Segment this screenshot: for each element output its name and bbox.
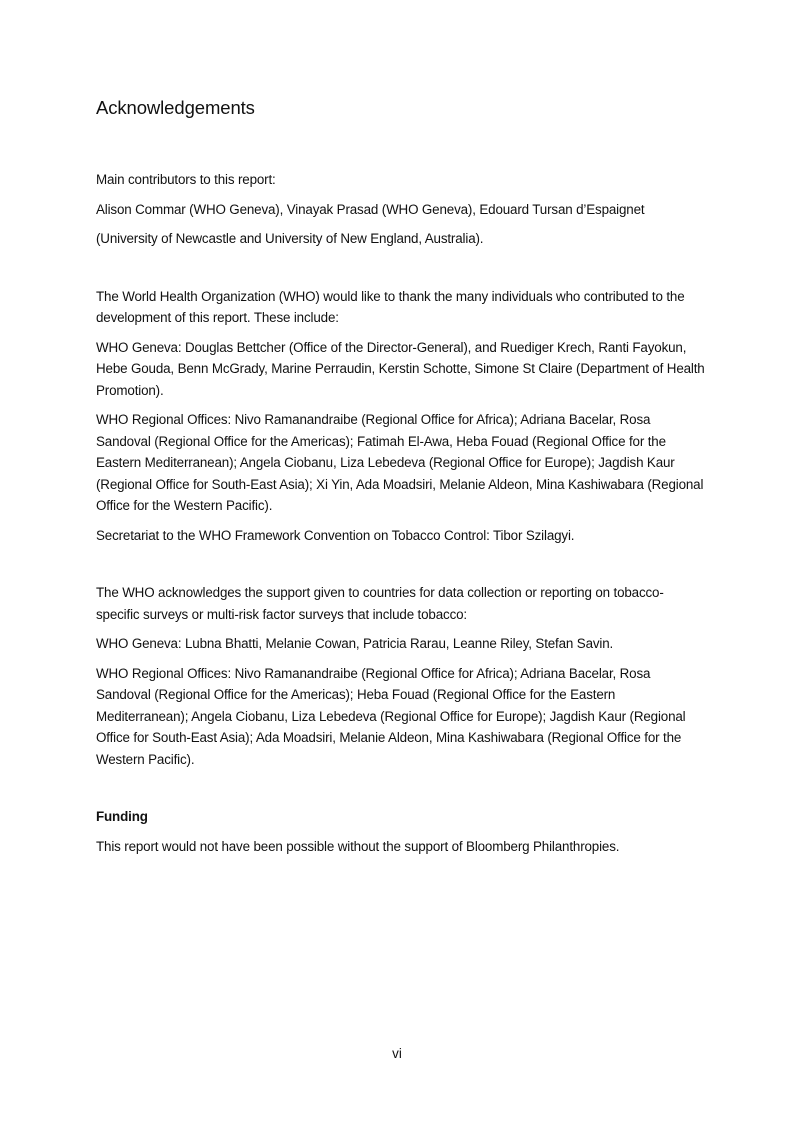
- contributors-line-1: Alison Commar (WHO Geneva), Vinayak Prasad (WHO Geneva), Edouard Tursan d’Espaignet: [96, 201, 645, 217]
- contributors-line-2: (University of Newcastle and University of New England, Australia).: [96, 231, 484, 246]
- page-title: Acknowledgements: [96, 97, 255, 118]
- support-who-geneva: WHO Geneva: Lubna Bhatti, Melanie Cowan, Patricia Rarau, Leanne Riley, Stefan Savin.: [96, 636, 614, 651]
- support-who-regional-offices: WHO Regional Offices: Nivo Ramanandraibe (Regional Office for Africa); Adriana Bacelar, Rosa Sandoval (Regional Office for the Americas); Heba Fouad (Regional Office for the Eastern Mediterranean); Angela Ciobanu, Liza Lebedeva (Regional Office for Europe); Jagdish Kaur (Regional Office for South-East Asia); Ada Moadsiri, Melanie Aldeon, Mina Kashiwabara (Regional Office for the Western Pacific).: [96, 665, 686, 767]
- thanks-intro: The World Health Organization (WHO) would like to thank the many individuals who contributed to the development of this report. These include:: [96, 288, 685, 325]
- contributors-intro: Main contributors to this report:: [96, 172, 276, 187]
- thanks-who-geneva: WHO Geneva: Douglas Bettcher (Office of the Director-General), and Ruediger Krech, Ranti Fayokun, Hebe Gouda, Benn McGrady, Marine Perraudin, Kerstin Schotte, Simone St Claire (Department of Health Promotion).: [96, 339, 705, 398]
- support-intro: The WHO acknowledges the support given to countries for data collection or reporting on tobacco-specific surveys or multi-risk factor surveys that include tobacco:: [96, 585, 664, 622]
- thanks-who-regional-offices: WHO Regional Offices: Nivo Ramanandraibe (Regional Office for Africa); Adriana Bacelar, Rosa Sandoval (Regional Office for the Americas); Fatimah El-Awa, Heba Fouad (Regional Office for the Eastern Mediterranean); Angela Ciobanu, Liza Lebedeva (Regional Office for Europe); Jagdish Kaur (Regional Office for South-East Asia); Xi Yin, Ada Moadsiri, Melanie Aldeon, Mina Kashiwabara (Regional Office for the Western Pacific).: [96, 412, 704, 513]
- thanks-fctc-secretariat: Secretariat to the WHO Framework Convention on Tobacco Control: Tibor Szilagyi.: [96, 527, 575, 543]
- funding-heading: Funding: [96, 809, 148, 824]
- funding-text: This report would not have been possible without the support of Bloomberg Philanthropies.: [96, 838, 620, 854]
- page-number: vi: [392, 1046, 402, 1061]
- page-content: [96, 95, 706, 857]
